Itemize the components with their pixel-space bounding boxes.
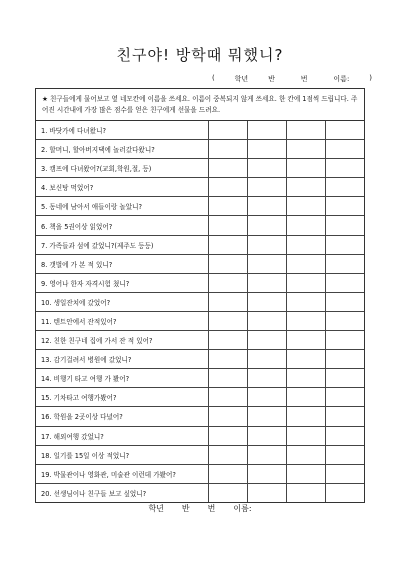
name-entry-cell[interactable] [247, 178, 286, 197]
question-text: 8. 갯벌에 가 본 적 있니? [36, 254, 209, 273]
question-text: 13. 감기걸려서 병원에 갔었니? [36, 350, 209, 369]
name-entry-cell[interactable] [247, 369, 286, 388]
name-entry-cell[interactable] [286, 140, 325, 159]
question-text: 20. 선생님이나 친구들 보고 싶었니? [36, 483, 209, 502]
name-entry-cell[interactable] [209, 292, 248, 311]
question-text: 11. 텐트안에서 잔적있어? [36, 311, 209, 330]
name-entry-cell[interactable] [325, 273, 364, 292]
name-entry-cell[interactable] [325, 464, 364, 483]
name-entry-cell[interactable] [209, 388, 248, 407]
name-entry-cell[interactable] [247, 311, 286, 330]
name-entry-cell[interactable] [247, 121, 286, 140]
question-text: 4. 보신탕 먹었어? [36, 178, 209, 197]
name-entry-cell[interactable] [286, 445, 325, 464]
name-entry-cell[interactable] [325, 159, 364, 178]
question-row [36, 159, 364, 178]
name-entry-cell[interactable] [209, 331, 248, 350]
name-entry-cell[interactable] [247, 483, 286, 502]
footer-number-label: 번 [207, 504, 216, 513]
name-entry-cell[interactable] [325, 369, 364, 388]
name-entry-cell[interactable] [209, 140, 248, 159]
student-info-footer [0, 503, 400, 514]
question-text: 12. 친한 친구네 집에 가서 잔 적 있어? [36, 331, 209, 350]
name-entry-cell[interactable] [286, 121, 325, 140]
name-entry-cell[interactable] [325, 121, 364, 140]
header-grade-label: 학년 [234, 75, 249, 83]
name-entry-cell[interactable] [286, 273, 325, 292]
name-entry-cell[interactable] [247, 254, 286, 273]
student-info-header [212, 74, 372, 84]
question-row [36, 273, 364, 292]
name-entry-cell[interactable] [286, 159, 325, 178]
name-entry-cell[interactable] [247, 273, 286, 292]
question-row [36, 426, 364, 445]
header-class-label: 반 [268, 75, 281, 83]
name-entry-cell[interactable] [325, 445, 364, 464]
name-entry-cell[interactable] [209, 311, 248, 330]
question-text: 10. 생일잔치에 갔었어? [36, 292, 209, 311]
name-entry-cell[interactable] [325, 388, 364, 407]
question-row [36, 331, 364, 350]
name-entry-cell[interactable] [325, 140, 364, 159]
name-entry-cell[interactable] [325, 350, 364, 369]
name-entry-cell[interactable] [286, 388, 325, 407]
name-entry-cell[interactable] [325, 216, 364, 235]
name-entry-cell[interactable] [247, 216, 286, 235]
name-entry-cell[interactable] [209, 426, 248, 445]
name-entry-cell[interactable] [325, 483, 364, 502]
header-number-label: 번 [300, 75, 314, 83]
name-entry-cell[interactable] [286, 369, 325, 388]
question-row [36, 121, 364, 140]
name-entry-cell[interactable] [209, 159, 248, 178]
name-entry-cell[interactable] [247, 464, 286, 483]
footer-name-label: 이름: [233, 504, 252, 513]
name-entry-cell[interactable] [209, 216, 248, 235]
question-text: 3. 캠프에 다녀왔어?(교회,학원,절, 등) [36, 159, 209, 178]
question-text: 7. 가족들과 섬에 갔었니?(제주도 등등) [36, 235, 209, 254]
name-entry-cell[interactable] [286, 483, 325, 502]
question-text: 16. 학원을 2곳이상 다녔어? [36, 407, 209, 426]
question-row [36, 178, 364, 197]
name-entry-cell[interactable] [209, 407, 248, 426]
name-entry-cell[interactable] [286, 235, 325, 254]
name-entry-cell[interactable] [247, 235, 286, 254]
name-entry-cell[interactable] [286, 292, 325, 311]
question-text: 18. 일기를 15일 이상 적었니? [36, 445, 209, 464]
name-entry-cell[interactable] [286, 407, 325, 426]
survey-worksheet [35, 88, 365, 503]
name-entry-cell[interactable] [247, 292, 286, 311]
header-open-paren: ( [212, 74, 215, 82]
name-entry-cell[interactable] [286, 464, 325, 483]
question-table [36, 121, 364, 502]
name-entry-cell[interactable] [247, 350, 286, 369]
name-entry-cell[interactable] [209, 273, 248, 292]
name-entry-cell[interactable] [209, 121, 248, 140]
name-entry-cell[interactable] [209, 464, 248, 483]
question-row [36, 292, 364, 311]
header-close-paren: ) [369, 74, 372, 82]
page-title: 친구야! 방학때 뭐했니? [116, 46, 284, 64]
footer-class-label: 반 [181, 504, 190, 513]
question-text: 14. 비행기 타고 여행 가 봤어? [36, 369, 209, 388]
name-entry-cell[interactable] [325, 292, 364, 311]
name-entry-cell[interactable] [247, 331, 286, 350]
question-row [36, 216, 364, 235]
name-entry-cell[interactable] [325, 331, 364, 350]
name-entry-cell[interactable] [247, 426, 286, 445]
question-row [36, 388, 364, 407]
question-row [36, 369, 364, 388]
name-entry-cell[interactable] [325, 197, 364, 216]
name-entry-cell[interactable] [247, 197, 286, 216]
question-text: 5. 동네에 남아서 애들이랑 놀았니? [36, 197, 209, 216]
question-row [36, 464, 364, 483]
name-entry-cell[interactable] [325, 235, 364, 254]
question-row [36, 407, 364, 426]
name-entry-cell[interactable] [286, 311, 325, 330]
name-entry-cell[interactable] [209, 483, 248, 502]
name-entry-cell[interactable] [247, 159, 286, 178]
name-entry-cell[interactable] [286, 350, 325, 369]
name-entry-cell[interactable] [325, 407, 364, 426]
question-text: 15. 기차타고 여행가봤어? [36, 388, 209, 407]
name-entry-cell[interactable] [286, 426, 325, 445]
name-entry-cell[interactable] [286, 254, 325, 273]
name-entry-cell[interactable] [325, 254, 364, 273]
name-entry-cell[interactable] [325, 178, 364, 197]
question-text: 19. 박물관이나 영화관, 미술관 이런데 가봤어? [36, 464, 209, 483]
question-row [36, 311, 364, 330]
question-row [36, 254, 364, 273]
name-entry-cell[interactable] [247, 140, 286, 159]
question-row [36, 350, 364, 369]
name-entry-cell[interactable] [209, 369, 248, 388]
name-entry-cell[interactable] [247, 407, 286, 426]
footer-grade-label: 학년 [148, 504, 164, 513]
name-entry-cell[interactable] [286, 331, 325, 350]
question-text: 1. 바닷가에 다녀왔니? [36, 121, 209, 140]
name-entry-cell[interactable] [209, 350, 248, 369]
question-row [36, 235, 364, 254]
question-text: 17. 해외여행 갔었니? [36, 426, 209, 445]
name-entry-cell[interactable] [286, 216, 325, 235]
name-entry-cell[interactable] [209, 197, 248, 216]
name-entry-cell[interactable] [209, 254, 248, 273]
name-entry-cell[interactable] [325, 426, 364, 445]
name-entry-cell[interactable] [286, 178, 325, 197]
instruction-text: ★ 친구들에게 물어보고 옆 네모칸에 이름을 쓰세요. 이름이 중복되지 않게 쓰세요. 한 칸에 1점씩 드립니다. 주어진 시간내에 가장 많은 점수를 얻은 친구에게 선물을 드려요. [36, 89, 364, 121]
question-row [36, 445, 364, 464]
question-text: 6. 책을 5권이상 읽었어? [36, 216, 209, 235]
name-entry-cell[interactable] [286, 197, 325, 216]
question-row [36, 197, 364, 216]
name-entry-cell[interactable] [209, 178, 248, 197]
name-entry-cell[interactable] [247, 388, 286, 407]
name-entry-cell[interactable] [209, 235, 248, 254]
question-text: 9. 영어나 한자 자격시험 쳤니? [36, 273, 209, 292]
name-entry-cell[interactable] [325, 311, 364, 330]
name-entry-cell[interactable] [209, 445, 248, 464]
question-text: 2. 할머니, 할아버지댁에 놀러갔다왔니? [36, 140, 209, 159]
name-entry-cell[interactable] [247, 445, 286, 464]
question-row [36, 140, 364, 159]
header-name-label: 이름: [333, 75, 350, 83]
question-row [36, 483, 364, 502]
